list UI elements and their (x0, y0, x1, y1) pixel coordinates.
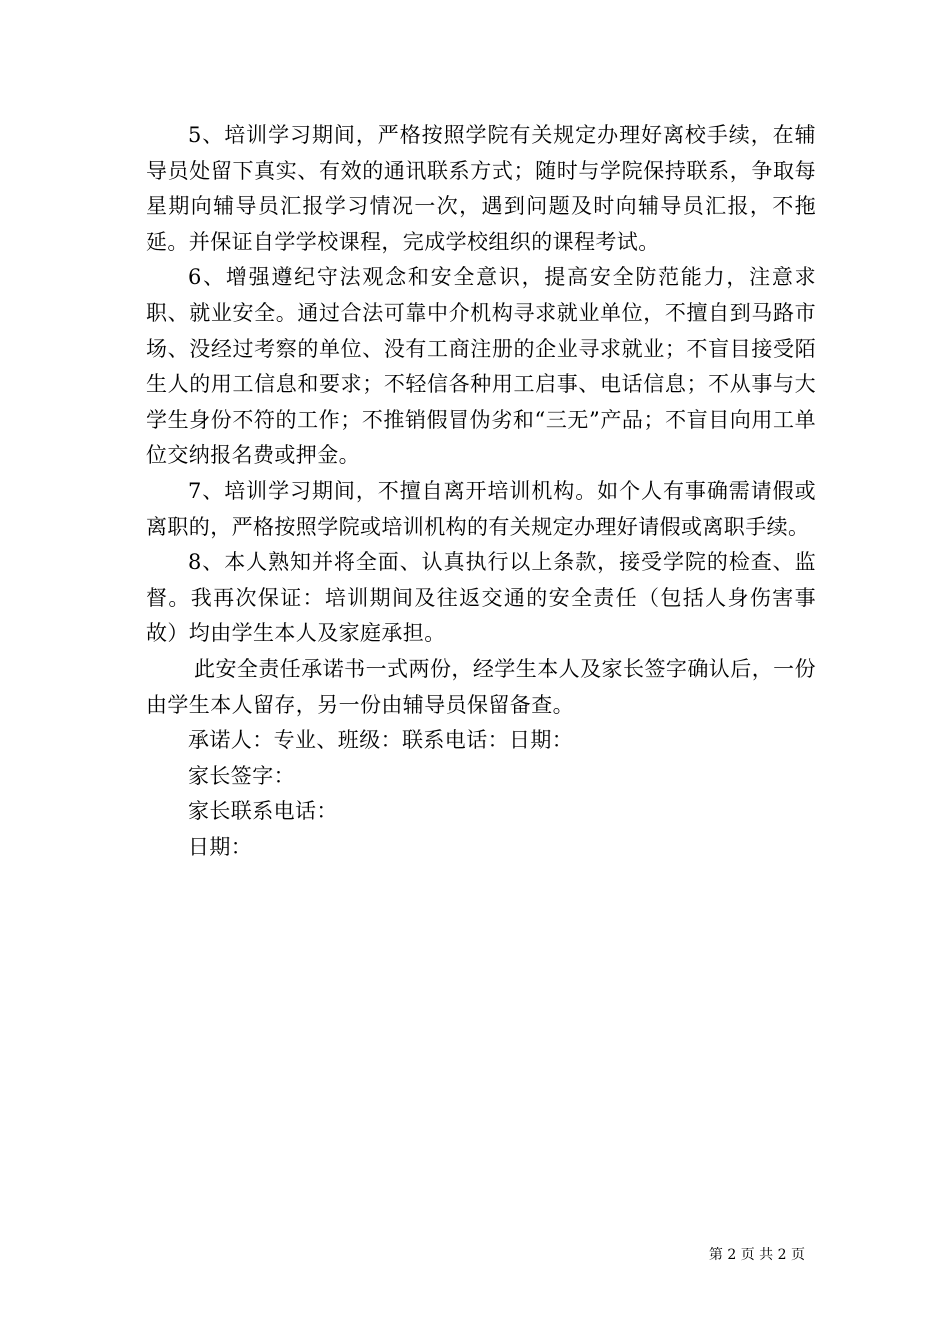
signature-line-parent-sign: 家长签字： (188, 763, 295, 788)
signature-line-promisor: 承诺人：专业、班级：联系电话：日期： (188, 728, 574, 753)
paragraph-item-7: 7、培训学习期间，不擅自离开培训机构。如个人有事确需请假或离职的，严格按照学院或培训机构的有关规定办理好请假或离职手续。 (146, 478, 816, 539)
paragraph-item-6: 6、增强遵纪守法观念和安全意识，提高安全防范能力，注意求职、就业安全。通过合法可靠中介机构寻求就业单位，不擅自到马路市场、没经过考察的单位、没有工商注册的企业寻求就业；不盲目接受陌生人的用工信息和要求；不轻信各种用工启事、电话信息；不从事与大学生身份不符的工作；不推销假冒伪劣和“三无”产品；不盲目向用工单位交纳报名费或押金。 (146, 265, 816, 468)
signature-line-parent-phone: 家长联系电话： (188, 799, 338, 824)
page-number-footer: 第 2 页 共 2 页 (708, 1247, 805, 1263)
document-body (146, 118, 816, 865)
paragraph-item-5: 5、培训学习期间，严格按照学院有关规定办理好离校手续，在辅导员处留下真实、有效的通讯联系方式；随时与学院保持联系，争取每星期向辅导员汇报学习情况一次，遇到问题及时向辅导员汇报，不拖延。并保证自学学校课程，完成学校组织的课程考试。 (146, 123, 816, 254)
paragraph-copies-note: 此安全责任承诺书一式两份，经学生本人及家长签字确认后，一份由学生本人留存，另一份由辅导员保留备查。 (146, 656, 816, 717)
paragraph-item-8: 8、本人熟知并将全面、认真执行以上条款，接受学院的检查、监督。我再次保证：培训期间及往返交通的安全责任（包括人身伤害事故）均由学生本人及家庭承担。 (146, 550, 816, 646)
signature-line-date: 日期： (188, 834, 253, 859)
